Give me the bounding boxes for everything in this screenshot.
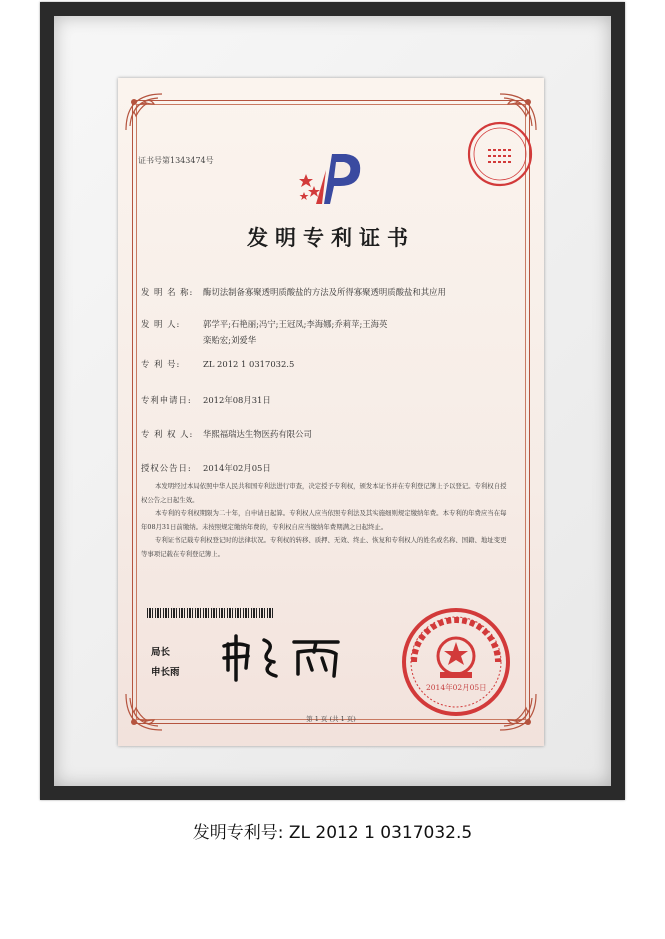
field-value: 华熙福瑞达生物医药有限公司 xyxy=(203,429,312,439)
field-label: 专利申请日: xyxy=(141,395,192,405)
field-patent-owner xyxy=(141,428,312,440)
certificate-title: 发明专利证书 xyxy=(247,225,415,250)
field-label: 发 明 名 称: xyxy=(141,287,194,297)
corner-ornament-icon xyxy=(124,92,164,132)
field-value: 酶切法制备寡聚透明质酸盐的方法及所得寡聚透明质酸盐和其应用 xyxy=(203,287,446,297)
patent-certificate xyxy=(118,78,544,746)
body-paragraph: 本专利的专利权期限为二十年，自申请日起算。专利权人应当依照专利法及其实施细则规定缴纳年费。本专利的年费应当在每年08月31日前缴纳。未按照规定缴纳年费的，专利权自应当缴纳年费期满之日起终止。 xyxy=(141,509,507,531)
field-value: ZL 2012 1 0317032.5 xyxy=(203,359,295,369)
field-inventors-continued: 栾贻宏;刘爱华 xyxy=(203,335,257,345)
field-value: 2012年08月31日 xyxy=(203,395,271,405)
field-patent-number xyxy=(141,358,294,370)
official-seal-icon xyxy=(400,606,512,718)
patent-caption: 发明专利号: ZL 2012 1 0317032.5 xyxy=(192,823,473,843)
barcode xyxy=(147,608,273,618)
corner-ornament-icon xyxy=(124,692,164,732)
certificate-body-text xyxy=(141,480,509,562)
body-paragraph: 专利证书记载专利权登记时的法律状况。专利权的转移、质押、无效、终止、恢复和专利权人的姓名或名称、国籍、地址变更等事项记载在专利登记簿上。 xyxy=(141,536,507,558)
field-filing-date xyxy=(141,394,271,406)
field-label: 发 明 人: xyxy=(141,319,181,329)
field-value: 郭学平;石艳丽;冯宁;王冠凤;李海娜;乔莉苹;王海英 xyxy=(203,319,388,329)
director-title: 局长 xyxy=(151,647,171,658)
seal-date: 2014年02月05日 xyxy=(426,683,487,692)
field-value: 2014年02月05日 xyxy=(203,463,271,473)
frame-mat xyxy=(54,16,611,786)
body-paragraph: 本发明经过本局依照中华人民共和国专利法进行审查，决定授予专利权，颁发本证书并在专利登记簿上予以登记。专利权自授权公告之日起生效。 xyxy=(141,482,507,504)
field-invention-name xyxy=(141,286,446,298)
field-label: 授权公告日: xyxy=(141,463,192,473)
field-grant-date xyxy=(141,462,271,474)
director-name: 申长雨 xyxy=(151,667,180,678)
field-inventors xyxy=(141,318,387,330)
field-label: 专 利 号: xyxy=(141,359,181,369)
patent-office-logo-icon xyxy=(296,150,368,208)
picture-frame xyxy=(40,2,625,800)
official-seal-small-icon xyxy=(466,120,534,188)
field-label: 专 利 权 人: xyxy=(141,429,194,439)
page-number: 第 1 页 (共 1 页) xyxy=(306,715,356,723)
director-signature xyxy=(218,630,358,682)
certificate-number: 证书号第1343474号 xyxy=(138,156,214,165)
